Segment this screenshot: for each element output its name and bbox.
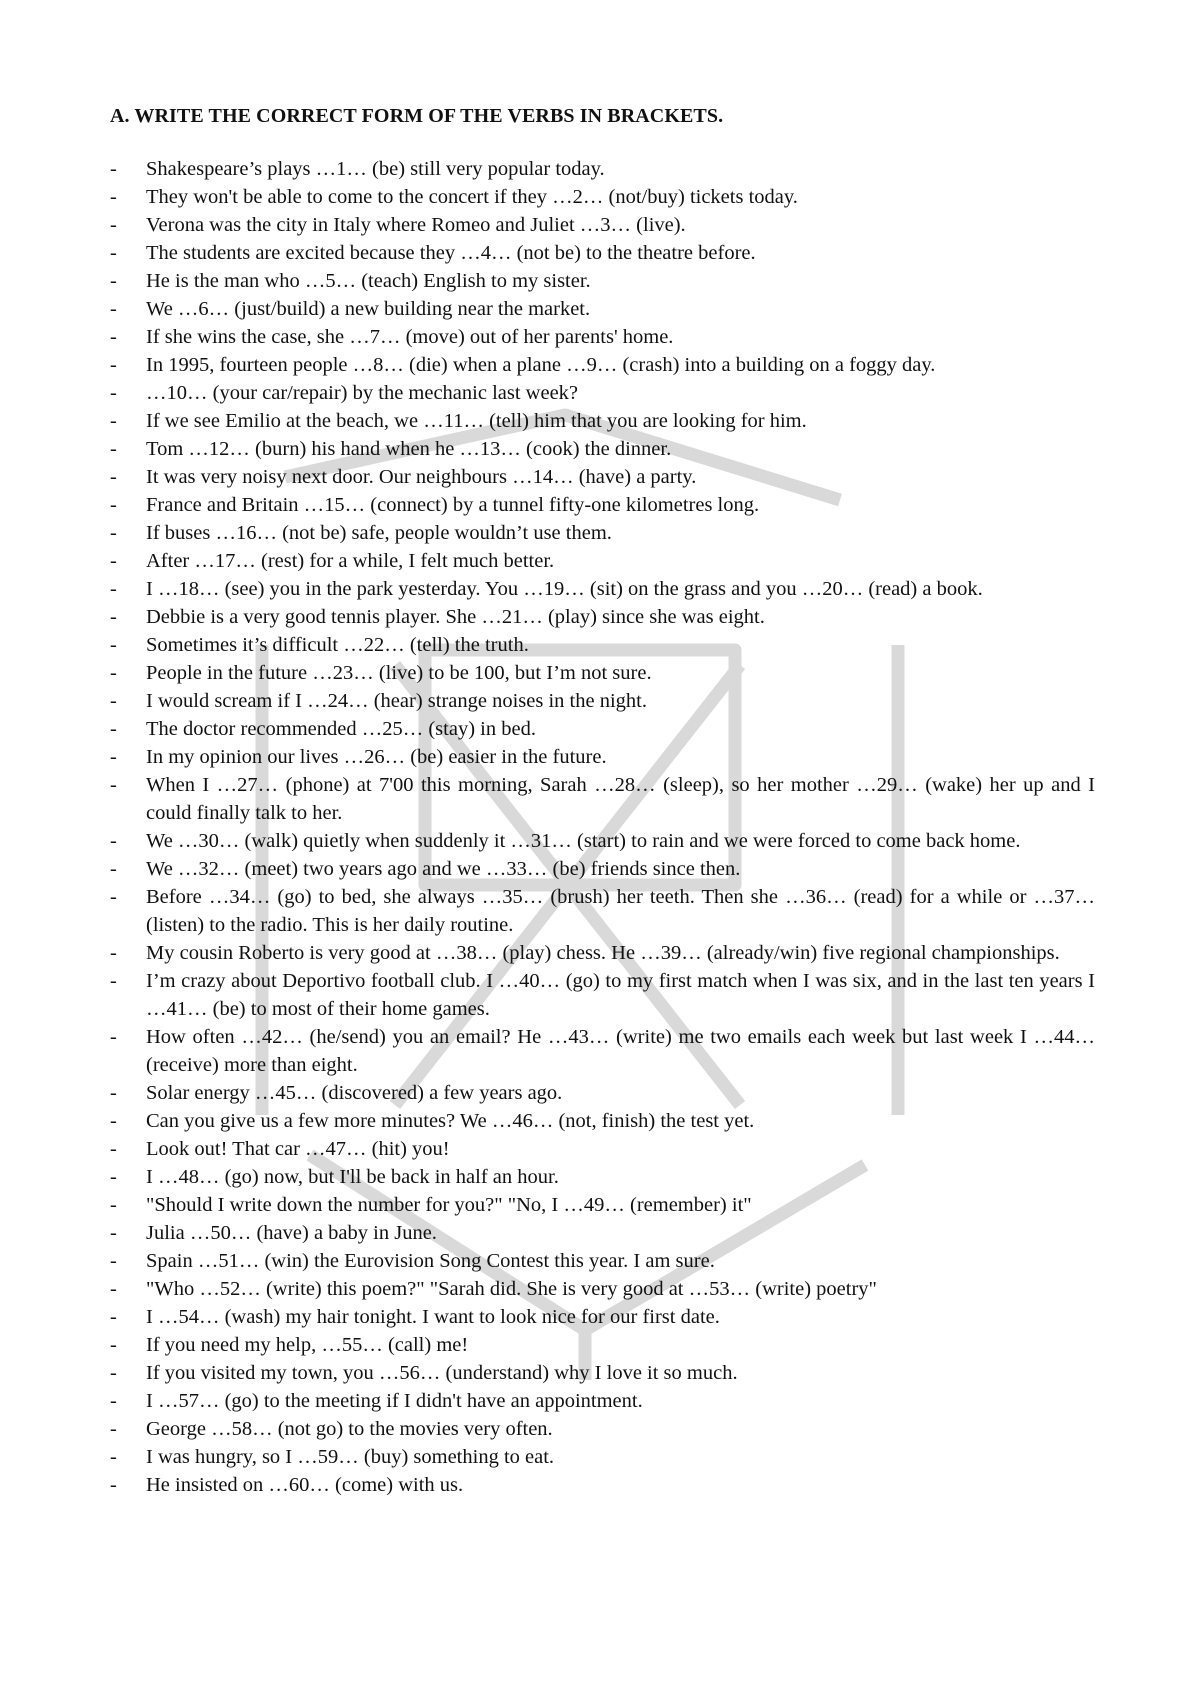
exercise-text: If you visited my town, you …56… (understand) why I love it so much. [146,1362,738,1384]
exercise-text: I …48… (go) now, but I'll be back in half an hour. [146,1166,559,1188]
exercise-text: Tom …12… (burn) his hand when he …13… (cook) the dinner. [146,438,672,460]
list-bullet: - [110,158,117,180]
exercise-item [110,1079,1095,1107]
exercise-item [110,1247,1095,1275]
list-bullet: - [110,466,117,488]
list-bullet: - [110,1222,117,1244]
exercise-text: He insisted on …60… (come) with us. [146,1474,464,1496]
list-bullet: - [110,382,117,404]
exercise-text: Verona was the city in Italy where Romeo and Juliet …3… (live). [146,214,686,236]
list-bullet: - [110,410,117,432]
exercise-item [110,1023,1095,1079]
exercise-item [110,519,1095,547]
exercise-text: We …30… (walk) quietly when suddenly it …31… (start) to rain and we were forced to come back home. [146,830,1021,852]
exercise-text: Solar energy …45… (discovered) a few years ago. [146,1082,563,1104]
exercise-text: If we see Emilio at the beach, we …11… (tell) him that you are looking for him. [146,410,807,432]
exercise-text: I …54… (wash) my hair tonight. I want to look nice for our first date. [146,1306,720,1328]
exercise-text: I …57… (go) to the meeting if I didn't have an appointment. [146,1390,643,1412]
exercise-text: When I …27… (phone) at 7'00 this morning, Sarah …28… (sleep), so her mother …29… (wake) her up and I could finally talk to her. [146,774,1095,824]
exercise-item [110,491,1095,519]
exercise-item [110,743,1095,771]
list-bullet: - [110,1082,117,1104]
exercise-item [110,855,1095,883]
list-bullet: - [110,690,117,712]
list-bullet: - [110,522,117,544]
exercise-text: My cousin Roberto is very good at …38… (play) chess. He …39… (already/win) five regional championships. [146,942,1060,964]
exercise-item [110,967,1095,1023]
exercise-item [110,1191,1095,1219]
exercise-text: I would scream if I …24… (hear) strange noises in the night. [146,690,647,712]
exercise-text: Julia …50… (have) a baby in June. [146,1222,437,1244]
exercise-text: He is the man who …5… (teach) English to my sister. [146,270,591,292]
exercise-item [110,211,1095,239]
exercise-text: George …58… (not go) to the movies very often. [146,1418,553,1440]
exercise-text: "Who …52… (write) this poem?" "Sarah did. She is very good at …53… (write) poetry" [146,1278,877,1300]
exercise-text: They won't be able to come to the concert if they …2… (not/buy) tickets today. [146,186,798,208]
exercise-item [110,239,1095,267]
list-bullet: - [110,746,117,768]
exercise-text: After …17… (rest) for a while, I felt much better. [146,550,555,572]
list-bullet: - [110,606,117,628]
exercise-text: The students are excited because they …4… (not be) to the theatre before. [146,242,756,264]
list-bullet: - [110,1166,117,1188]
list-bullet: - [110,1250,117,1272]
exercise-item [110,575,1095,603]
exercise-item [110,323,1095,351]
list-bullet: - [110,830,117,852]
list-bullet: - [110,1306,117,1328]
exercise-text: …10… (your car/repair) by the mechanic last week? [146,382,579,404]
list-bullet: - [110,186,117,208]
list-bullet: - [110,354,117,376]
exercise-text: In 1995, fourteen people …8… (die) when a plane …9… (crash) into a building on a foggy day. [146,354,936,376]
list-bullet: - [110,634,117,656]
exercise-text: In my opinion our lives …26… (be) easier in the future. [146,746,607,768]
exercise-text: We …6… (just/build) a new building near the market. [146,298,591,320]
list-bullet: - [110,1474,117,1496]
exercise-text: It was very noisy next door. Our neighbours …14… (have) a party. [146,466,697,488]
exercise-text: If buses …16… (not be) safe, people wouldn’t use them. [146,522,612,544]
exercise-item [110,463,1095,491]
exercise-text: Spain …51… (win) the Eurovision Song Contest this year. I am sure. [146,1250,715,1272]
list-bullet: - [110,1446,117,1468]
exercise-item [110,155,1095,183]
exercise-item [110,1387,1095,1415]
exercise-text: People in the future …23… (live) to be 100, but I’m not sure. [146,662,652,684]
list-bullet: - [110,1138,117,1160]
exercise-item [110,687,1095,715]
list-bullet: - [110,214,117,236]
exercise-text: France and Britain …15… (connect) by a tunnel fifty-one kilometres long. [146,494,760,516]
exercise-item [110,1135,1095,1163]
list-bullet: - [110,1110,117,1132]
exercise-text: We …32… (meet) two years ago and we …33… (be) friends since then. [146,858,741,880]
exercise-item [110,295,1095,323]
exercise-item [110,407,1095,435]
exercise-text: I was hungry, so I …59… (buy) something to eat. [146,1446,555,1468]
exercise-item [110,603,1095,631]
list-bullet: - [110,1362,117,1384]
exercise-item [110,1331,1095,1359]
exercise-text: I …18… (see) you in the park yesterday. You …19… (sit) on the grass and you …20… (read) a book. [146,578,983,600]
exercise-item [110,939,1095,967]
exercise-item [110,351,1095,379]
list-bullet: - [110,242,117,264]
exercise-item [110,1443,1095,1471]
exercise-item [110,1275,1095,1303]
exercise-item [110,183,1095,211]
list-bullet: - [110,662,117,684]
exercise-item [110,827,1095,855]
exercise-item [110,1107,1095,1135]
exercise-text: How often …42… (he/send) you an email? He …43… (write) me two emails each week but last week I …44… (receive) more than eight. [146,1026,1095,1076]
list-bullet: - [110,886,117,908]
list-bullet: - [110,1194,117,1216]
list-bullet: - [110,298,117,320]
exercise-text: Can you give us a few more minutes? We …46… (not, finish) the test yet. [146,1110,755,1132]
exercise-item [110,771,1095,827]
exercise-text: Look out! That car …47… (hit) you! [146,1138,450,1160]
exercise-text: If she wins the case, she …7… (move) out of her parents' home. [146,326,674,348]
exercise-item [110,1471,1095,1499]
exercise-item [110,883,1095,939]
exercise-heading: A. WRITE THE CORRECT FORM OF THE VERBS IN BRACKETS. [110,105,724,127]
exercise-item [110,1303,1095,1331]
list-bullet: - [110,550,117,572]
list-bullet: - [110,970,117,992]
exercise-item [110,659,1095,687]
exercise-text: Shakespeare’s plays …1… (be) still very popular today. [146,158,605,180]
exercise-item [110,547,1095,575]
exercise-item [110,631,1095,659]
exercise-text: "Should I write down the number for you?" "No, I …49… (remember) it" [146,1194,752,1216]
list-bullet: - [110,1278,117,1300]
list-bullet: - [110,438,117,460]
exercise-item [110,715,1095,743]
exercise-text: Sometimes it’s difficult …22… (tell) the truth. [146,634,529,656]
exercise-item [110,1415,1095,1443]
exercise-text: Debbie is a very good tennis player. She …21… (play) since she was eight. [146,606,765,628]
exercise-item [110,1359,1095,1387]
exercise-text: The doctor recommended …25… (stay) in bed. [146,718,536,740]
list-bullet: - [110,494,117,516]
list-bullet: - [110,270,117,292]
list-bullet: - [110,326,117,348]
list-bullet: - [110,942,117,964]
exercise-item [110,379,1095,407]
exercise-list [110,155,1095,1499]
list-bullet: - [110,774,117,796]
exercise-item [110,435,1095,463]
list-bullet: - [110,718,117,740]
exercise-item [110,1219,1095,1247]
list-bullet: - [110,1334,117,1356]
exercise-text: Before …34… (go) to bed, she always …35… (brush) her teeth. Then she …36… (read) for a while or …37… (listen) to the radio. This is her daily routine. [146,886,1095,936]
list-bullet: - [110,578,117,600]
list-bullet: - [110,1390,117,1412]
exercise-text: I’m crazy about Deportivo football club. I …40… (go) to my first match when I was six, and in the last ten years I …41… (be) to most of their home games. [146,970,1095,1020]
exercise-text: If you need my help, …55… (call) me! [146,1334,469,1356]
list-bullet: - [110,858,117,880]
list-bullet: - [110,1026,117,1048]
list-bullet: - [110,1418,117,1440]
exercise-item [110,267,1095,295]
exercise-item [110,1163,1095,1191]
